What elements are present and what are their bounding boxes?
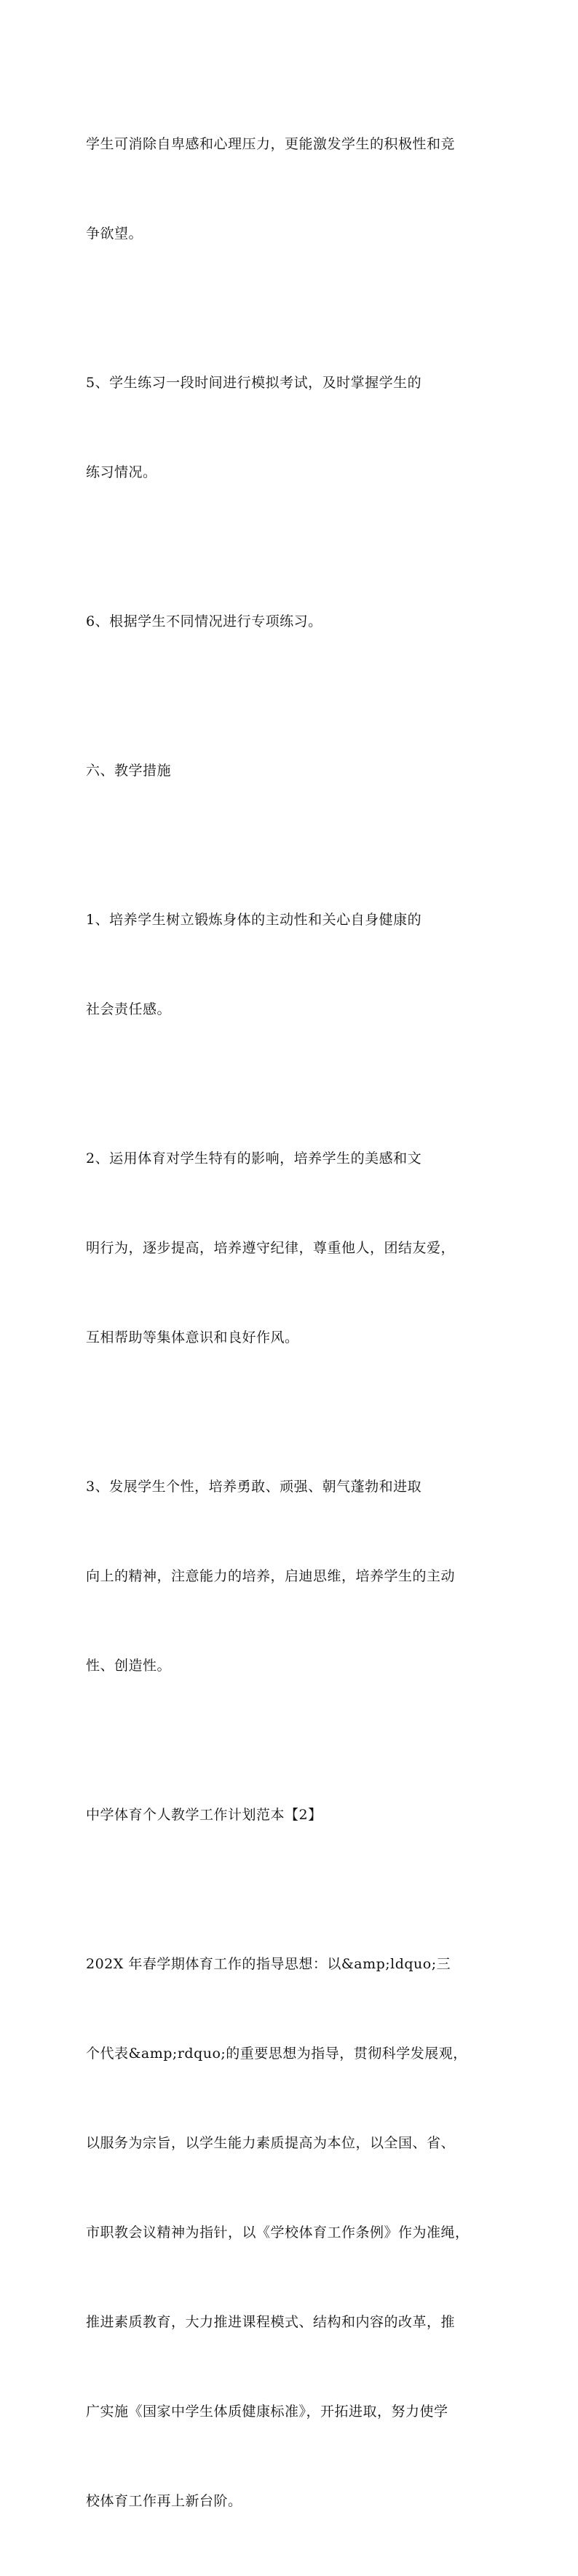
text-line: 六、教学措施 <box>86 763 172 779</box>
text-line: 性、创造性。 <box>86 1658 172 1674</box>
paragraph <box>86 1890 494 2576</box>
paragraph <box>86 547 494 696</box>
text-line: 社会责任感。 <box>86 1001 172 1017</box>
text-line: 广实施《国家中学生体质健康标准》，开拓进取，努力使学 <box>86 2404 448 2420</box>
text-line: 学生可消除自卑感和心理压力，更能激发学生的积极性和竞 <box>86 136 456 152</box>
text-line: 个代表&amp;rdquo;的重要思想为指导，贯彻科学发展观， <box>86 2046 467 2062</box>
paragraph <box>86 1412 494 1741</box>
text-line: 明行为，逐步提高，培养遵守纪律，尊重他人，团结友爱， <box>86 1240 456 1256</box>
text-line: 互相帮助等集体意识和良好作风。 <box>86 1329 299 1345</box>
text-line: 6、根据学生不同情况进行专项练习。 <box>86 613 322 629</box>
text-line: 争欲望。 <box>86 226 143 242</box>
text-line: 5、学生练习一段时间进行模拟考试，及时掌握学生的 <box>86 375 422 391</box>
text-line: 推进素质教育，大力推进课程模式、结构和内容的改革，推 <box>86 2314 456 2330</box>
paragraph <box>86 309 494 547</box>
text-line: 202X 年春学期体育工作的指导思想：以&amp;ldquo;三 <box>86 1956 451 1972</box>
text-line: 中学体育个人教学工作计划范本【2】 <box>86 1807 322 1823</box>
paragraph <box>86 1084 494 1412</box>
text-line: 市职教会议精神为指针，以《学校体育工作条例》作为准绳， <box>86 2225 470 2241</box>
text-line: 以服务为宗旨，以学生能力素质提高为本位，以全国、省、 <box>86 2135 456 2151</box>
paragraph <box>86 70 494 309</box>
text-line: 1、培养学生树立锻炼身体的主动性和关心自身健康的 <box>86 912 422 928</box>
text-line: 向上的精神，注意能力的培养，启迪思维，培养学生的主动 <box>86 1568 456 1584</box>
paragraph <box>86 846 494 1084</box>
section-title <box>86 1741 494 1890</box>
section-heading <box>86 696 494 846</box>
text-line: 校体育工作再上新台阶。 <box>86 2493 242 2509</box>
text-line: 3、发展学生个性，培养勇敢、顽强、朝气蓬勃和进取 <box>86 1479 422 1495</box>
text-line: 2、运用体育对学生特有的影响，培养学生的美感和文 <box>86 1150 422 1166</box>
text-line: 练习情况。 <box>86 464 157 480</box>
document-body <box>86 70 494 2576</box>
